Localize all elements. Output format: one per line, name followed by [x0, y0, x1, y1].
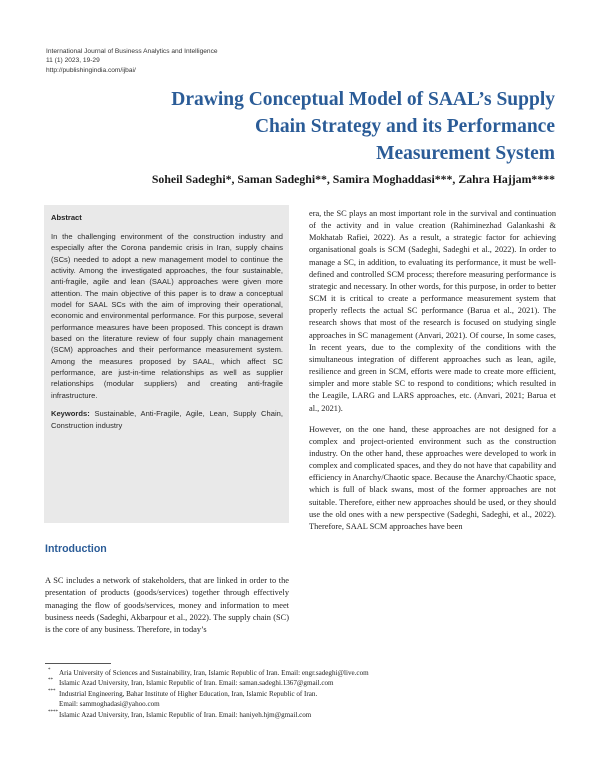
journal-header: [46, 47, 346, 75]
keywords-label: Keywords:: [51, 409, 90, 419]
title-line: Drawing Conceptual Model of SAAL’s Supply: [171, 89, 555, 110]
footnote-mark: ****: [48, 709, 58, 715]
keywords: [51, 408, 283, 431]
footnote-text: Aria University of Sciences and Sustainability, Iran, Islamic Republic of Iran. Email: engr.sadeghi@live.com: [59, 669, 369, 677]
footnote-text: Islamic Azad University, Iran, Islamic Republic of Iran. Email: haniyeh.hjm@gmail.com: [59, 710, 312, 719]
footnote-mark: ***: [48, 688, 56, 694]
keywords-text: Sustainable, Anti-Fragile, Agile, Lean, Supply Chain, Construction industry: [51, 409, 283, 430]
footnote: [45, 710, 555, 720]
footnote: [45, 668, 555, 678]
author-list: Soheil Sadeghi*, Saman Sadeghi**, Samira Moghaddasi***, Zahra Hajjam****: [151, 172, 555, 186]
abstract-heading: Abstract: [51, 213, 82, 222]
intro-paragraph: A SC includes a network of stakeholders, that are linked in order to the presentation of products (goods/services) together through effectively managing the flow of goods/services, money and information to meet business needs (Sadeghi, Akbarpour et al., 2022). The supply chain (SC) is the core of any business. Therefore, in today’s: [45, 576, 289, 635]
body-paragraph: However, on the one hand, these approaches are not designed for a complex and project-oriented environment such as the construction industry. On the other hand, these approaches were developed to work in complex and complicated spaces, and they do not have that capability and efficiency in Anarchy/Chaotic space. Because the Anarchy/Chaotic space, which is full of black swans, most of the former approaches are not suitable. Therefore, either new approaches should be used, or they should use the old ones with a new perspective (Sadeghi, Sadeghi, et al., 2022). Therefore, SAAL SCM approaches have been: [309, 424, 556, 531]
footnote: [45, 678, 555, 688]
right-column: [309, 208, 556, 533]
footnote: [45, 689, 555, 710]
title-line: Measurement System: [376, 143, 555, 164]
footnote-mark: *: [48, 668, 51, 673]
introduction-heading: Introduction: [45, 543, 107, 555]
footnote-text: Islamic Azad University, Iran, Islamic Republic of Iran. Email: saman.sadeghi.1367@gmail.com: [59, 679, 334, 688]
footnotes: [45, 668, 555, 720]
journal-name: International Journal of Business Analytics and Intelligence: [46, 48, 218, 55]
footnote-text: Industrial Engineering, Bahar Institute of Higher Education, Iran, Islamic Republic of Iran.: [59, 689, 318, 698]
paper-title: [80, 86, 555, 167]
title-line: Chain Strategy and its Performance: [254, 116, 555, 137]
footnote-divider: [45, 663, 111, 664]
abstract-box: [44, 205, 289, 523]
footnote-mark: **: [48, 678, 53, 684]
journal-url[interactable]: http://publishingindia.com/ijbai/: [46, 66, 136, 74]
left-column: [45, 575, 289, 636]
abstract-text: In the challenging environment of the construction industry and especially after the Corona pandemic crisis in Iran, supply chains (SCs) needed to adopt a new management model to continue the activity. Among the investigated approaches, the four sustainable, anti-fragile, agile and lean (SAAL) approaches were given more attention. The main objective of this paper is to draw a conceptual model for SAAL SCs with the aim of improving their operational, economic and environmental performance. For this purpose, several performance measures have been proposed. This concept is drawn based on the literature review of four supply chain management (SCM) approaches and their performance measurement system. Among the measures proposed by SAAL, which affect SC performance, are just-in-time relationships as well as supplier relationships (modular suppliers) and creating anti-fragile infrastructure.: [51, 232, 283, 400]
body-paragraph: era, the SC plays an most important role in the survival and continuation of the activity and in value creation (Rahiminezhad Galankashi & Mokhatab Rafiei, 2022). As a result, a strategic factor for achieving organisational goals is SCM (Sadeghi, Sadeghi et al., 2022). In order to manage a SC, in addition, to evaluating its performance, it must be well-defined and controlled SCM process; therefore measuring performance is strategic and necessary. In other words, for this purpose, in order to better SCM it is critical to create a performance measurement system that properly reflects the actual SC performance (Barua et al., 2021). The research shows that most of the research is focused on studying single approaches in SC management (Anvari, 2021). Of course, In some cases, In recent years, due to the complexity of the conditions with the simultaneous integration of different approaches such as lean, agile, resilience and green in SCM, efforts were made to create more efficient, simpler and more stable SC to respond to conditions; which resulted in the Leagile, LARG and LARS approaches, etc. (Anvari, 2021; Barua et al., 2021).: [309, 209, 556, 413]
journal-issue: 11 (1) 2023, 19-29: [46, 57, 100, 65]
footnote-email: Email: sammoghadasi@yahoo.com: [59, 700, 160, 709]
